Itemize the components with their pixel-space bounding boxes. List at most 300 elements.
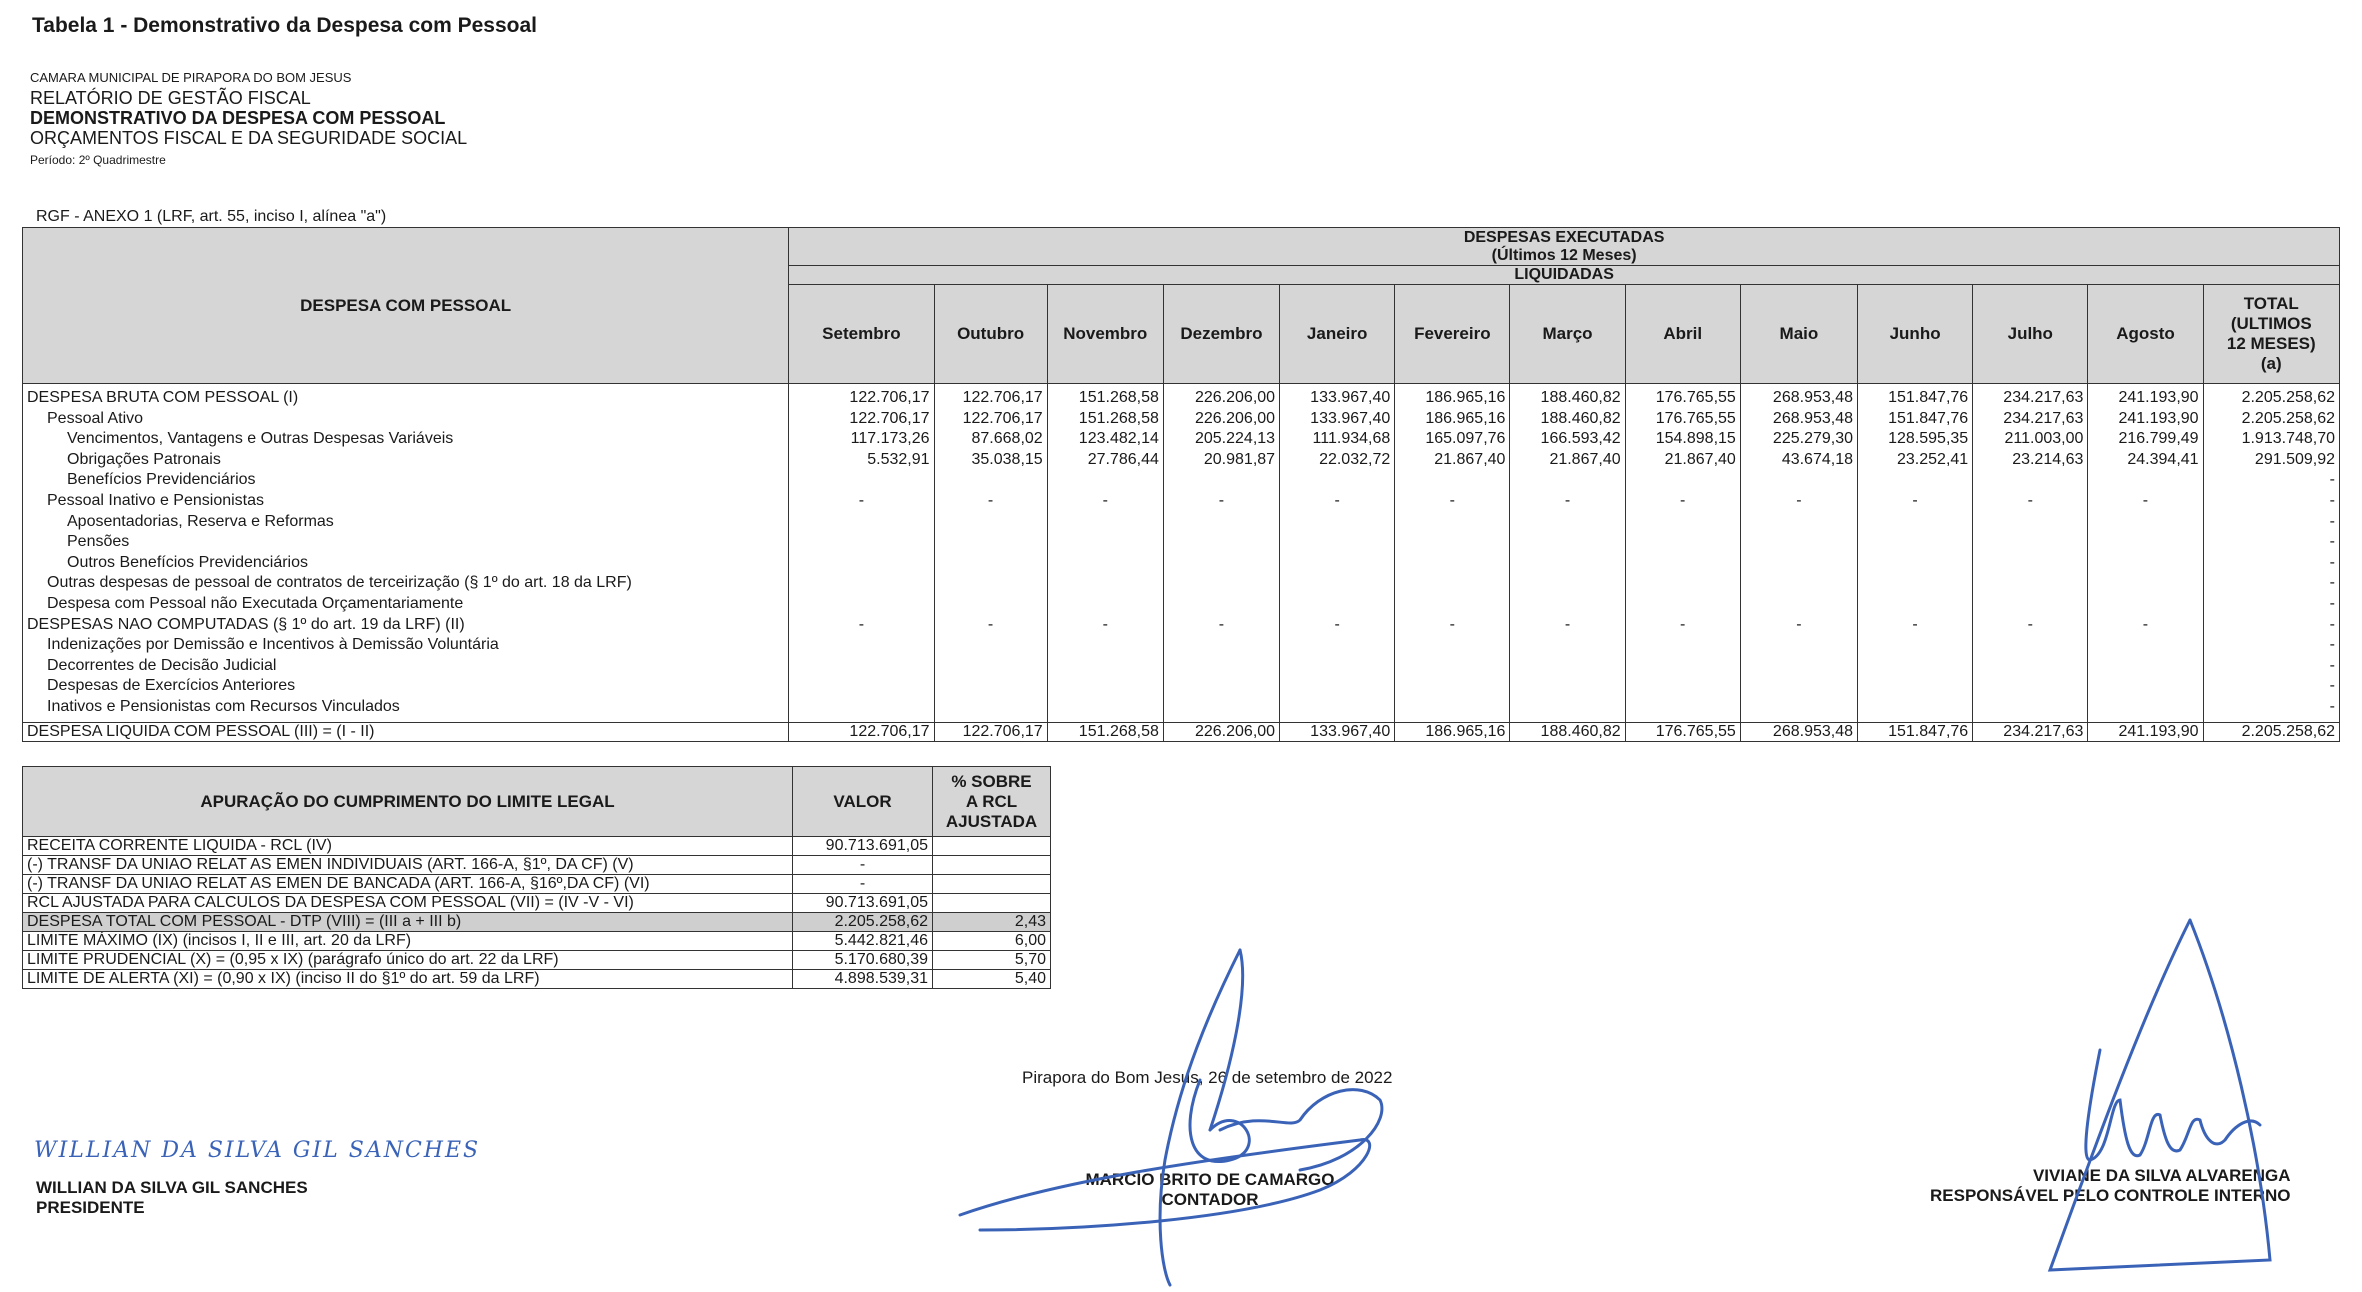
limit-pct [933,875,1051,894]
cell-value [793,573,929,594]
limit-row [23,894,1051,913]
cell-value [1168,594,1275,615]
cell-value: 133.967,40 [1310,389,1391,406]
expense-table-body [23,384,2340,742]
month-values-cell [1280,384,1395,723]
cell-value [1399,512,1505,533]
month-values-cell [2088,384,2203,723]
limit-value: 4.898.539,31 [793,970,933,989]
cell-value: 188.460,82 [1540,409,1621,427]
limit-label: LIMITE PRUDENCIAL (X) = (0,95 x IX) (parágrafo único do art. 22 da LRF) [23,951,793,970]
cell-total: - [2329,574,2335,592]
cell-value [939,532,1043,553]
total-row-value: 133.967,40 [1280,722,1395,741]
limit-value: 90.713.691,05 [793,894,933,913]
cell-value [1745,656,1853,677]
cell-value [1168,512,1275,533]
cell-value [1052,573,1159,594]
cell-value [1399,635,1505,656]
cell-value [939,676,1043,697]
cell-value [1977,676,2083,697]
month-header: Abril [1625,285,1740,384]
limit-row [23,875,1051,894]
cell-value [1399,553,1505,574]
cell-value [939,553,1043,574]
limit-label: (-) TRANSF DA UNIAO RELAT AS EMEN DE BANCADA (ART. 166-A, §16º,DA CF) (VI) [23,875,793,894]
cell-value [1399,656,1505,677]
row-label: Inativos e Pensionistas com Recursos Vinculados [47,697,400,715]
limit-value: - [793,856,933,875]
cell-value: 24.394,41 [2127,450,2199,468]
cell-value: 226.206,00 [1194,389,1276,406]
limit-col-value: VALOR [793,767,933,837]
cell-value: 122.706,17 [849,409,930,427]
cell-value [939,635,1043,656]
limit-row [23,856,1051,875]
cell-total: - [2329,697,2335,715]
cell-value [793,697,929,718]
cell-value [1630,676,1736,697]
total-row-value: 186.965,16 [1395,722,1510,741]
table-row [23,384,2340,723]
row-label: DESPESA BRUTA COM PESSOAL (I) [27,389,299,406]
cell-value [793,470,929,491]
month-values-cell [1163,384,1279,723]
month-values-cell [934,384,1047,723]
cell-value: - [987,615,994,633]
cell-value [1514,635,1620,656]
cell-value [1630,512,1736,533]
signer-role: CONTADOR [1161,1190,1259,1209]
total-header: TOTAL (ULTIMOS 12 MESES) (a) [2203,285,2339,384]
limit-pct: 2,43 [933,913,1051,932]
cell-value [1052,594,1159,615]
month-header: Dezembro [1163,285,1279,384]
cell-value [1977,573,2083,594]
signer-role: PRESIDENTE [36,1198,145,1217]
limit-label: LIMITE MÁXIMO (IX) (incisos I, II e III, art. 20 da LRF) [23,932,793,951]
cell-value [1977,553,2083,574]
cell-total: 2.205.258,62 [2241,389,2335,406]
cell-value [793,656,929,677]
cell-value [1052,676,1159,697]
cell-value [1284,573,1390,594]
cell-value: - [1796,615,1802,633]
cell-value: 21.867,40 [1664,450,1736,468]
cell-value [1284,697,1390,718]
cell-value [1284,532,1390,553]
cell-value [939,594,1043,615]
cell-total: - [2329,491,2335,509]
row-label: Pessoal Inativo e Pensionistas [47,491,265,509]
month-header: Outubro [934,285,1047,384]
cell-value [1514,676,1620,697]
cell-value [1168,697,1275,718]
limit-label: DESPESA TOTAL COM PESSOAL - DTP (VIII) = (III a + III b) [23,913,793,932]
cell-value: - [1218,491,1225,509]
cell-value: - [1334,491,1340,509]
cell-value [1399,532,1505,553]
cell-value [2092,573,2198,594]
budget-scope: ORÇAMENTOS FISCAL E DA SEGURIDADE SOCIAL [30,128,468,148]
document-title: Tabela 1 - Demonstrativo da Despesa com Pessoal [32,14,537,37]
cell-value [1284,676,1390,697]
row-label: Despesa com Pessoal não Executada Orçamentariamente [47,594,464,612]
cell-value: 87.668,02 [971,430,1043,448]
cell-value [2092,594,2198,615]
cell-value: - [1102,491,1108,509]
cell-value [1284,635,1390,656]
cell-value: 151.268,58 [1078,389,1159,406]
cell-value [793,553,929,574]
cell-value [1284,470,1390,491]
cell-value [1514,656,1620,677]
cell-value: - [1449,615,1455,633]
cell-value [1514,594,1620,615]
cell-total: - [2329,471,2335,489]
row-label: DESPESAS NAO COMPUTADAS (§ 1º do art. 19 da LRF) (II) [27,615,465,633]
cell-value [1399,676,1505,697]
limit-pct [933,856,1051,875]
limit-label: (-) TRANSF DA UNIAO RELAT AS EMEN INDIVIDUAIS (ART. 166-A, §1º, DA CF) (V) [23,856,793,875]
limit-value: 5.442.821,46 [793,932,933,951]
cell-value [1168,553,1275,574]
cell-value [1168,573,1275,594]
cell-value: 117.173,26 [850,430,930,448]
cell-value [1862,697,1968,718]
cell-value [1168,470,1275,491]
cell-value: 154.898,15 [1655,430,1736,448]
limit-pct [933,894,1051,913]
cell-value [1284,656,1390,677]
cell-value: 133.967,40 [1310,409,1391,427]
cell-value [1977,512,2083,533]
cell-value: - [987,491,994,509]
total-row-value: 188.460,82 [1510,722,1625,741]
signer-willian [36,1178,308,1218]
total-row [23,722,2340,741]
cell-value [2092,697,2198,718]
cell-value [1399,594,1505,615]
total-row-value: 151.847,76 [1858,722,1973,741]
cell-value [1052,656,1159,677]
cell-value: 122.706,17 [962,389,1043,406]
cell-value [1862,594,1968,615]
expense-table [22,227,2340,742]
cell-value [1284,512,1390,533]
group-title: DESPESAS EXECUTADAS [1463,228,1665,246]
cell-value [1862,532,1968,553]
row-label: Vencimentos, Vantagens e Outras Despesas Variáveis [67,430,454,448]
cell-value: 165.097,76 [1425,430,1506,448]
cell-value [1862,635,1968,656]
month-header: Fevereiro [1395,285,1510,384]
cell-value: 216.799,49 [2118,430,2199,448]
limit-value: 5.170.680,39 [793,951,933,970]
limit-pct: 6,00 [933,932,1051,951]
row-label: Outras despesas de pessoal de contratos de terceirização (§ 1º do art. 18 da LRF) [47,574,632,592]
month-header: Janeiro [1280,285,1395,384]
cell-value: 186.965,16 [1425,409,1506,427]
cell-value [1052,532,1159,553]
cell-total: 291.509,92 [2254,450,2335,468]
cell-total: - [2329,615,2335,633]
cell-value [1630,553,1736,574]
limit-row [23,951,1051,970]
cell-value: 111.934,68 [1312,430,1391,448]
cell-value [1745,635,1853,656]
cell-value [1514,512,1620,533]
cell-value: 186.965,16 [1425,389,1506,406]
cell-value [1284,553,1390,574]
limit-row [23,932,1051,951]
cell-value: - [1680,615,1686,633]
cell-value [2092,676,2198,697]
month-header: Novembro [1047,285,1163,384]
cell-value: - [1912,491,1918,509]
cell-value [939,470,1043,491]
month-header: Março [1510,285,1625,384]
limit-value: 2.205.258,62 [793,913,933,932]
total-row-value: 241.193,90 [2088,722,2203,741]
cell-value [939,656,1043,677]
row-label: Aposentadorias, Reserva e Reformas [67,512,334,530]
limit-row [23,837,1051,856]
limit-row [23,970,1051,989]
cell-value [793,676,929,697]
cell-value: - [858,615,865,633]
cell-value [1630,573,1736,594]
liquidadas-header: LIQUIDADAS [789,266,2340,285]
cell-value: 21.867,40 [1434,450,1506,468]
cell-value: 241.193,90 [2118,409,2199,427]
cell-value [1399,697,1505,718]
signer-name: WILLIAN DA SILVA GIL SANCHES [36,1178,308,1197]
cell-total: 2.205.258,62 [2241,409,2335,427]
cell-value [1745,697,1853,718]
row-label: Obrigações Patronais [67,450,221,468]
cell-value [1514,697,1620,718]
cell-value: 23.252,41 [1897,450,1969,468]
handwritten-name: WILLIAN DA SILVA GIL SANCHES [34,1138,481,1163]
cell-value: - [1564,615,1571,633]
annex-reference: RGF - ANEXO 1 (LRF, art. 55, inciso I, alínea "a") [36,208,387,225]
cell-value: 23.214,63 [2012,450,2084,468]
cell-value: - [1449,491,1455,509]
total-row-value: 122.706,17 [789,722,934,741]
cell-value [1862,573,1968,594]
cell-value [1514,532,1620,553]
cell-value [1052,635,1159,656]
cell-value [1630,470,1736,491]
cell-value [1052,553,1159,574]
cell-value [1862,656,1968,677]
row-label: Pessoal Ativo [47,409,144,427]
cell-value: - [2027,491,2033,509]
cell-value: 22.032,72 [1319,450,1391,468]
cell-value: 225.279,30 [1772,430,1853,448]
cell-total: - [2329,533,2335,551]
cell-value: 27.786,44 [1087,450,1159,468]
cell-value [939,697,1043,718]
cell-value: 128.595,35 [1888,430,1969,448]
cell-value [1514,553,1620,574]
cell-value [1168,656,1275,677]
signer-name: VIVIANE DA SILVA ALVARENGA [2032,1166,2291,1185]
limit-pct [933,837,1051,856]
cell-value [939,512,1043,533]
signer-role: RESPONSÁVEL PELO CONTROLE INTERNO [1930,1186,2291,1205]
limit-label: RCL AJUSTADA PARA CALCULOS DA DESPESA COM PESSOAL (VII) = (IV -V - VI) [23,894,793,913]
cell-value: - [1218,615,1225,633]
limit-label: RECEITA CORRENTE LIQUIDA - RCL (IV) [23,837,793,856]
cell-value [793,635,929,656]
row-label: Pensões [67,533,130,551]
cell-value [2092,656,2198,677]
cell-value: 166.593,42 [1540,430,1621,448]
cell-value [1399,470,1505,491]
cell-value: 268.953,48 [1772,389,1853,406]
row-label: Despesas de Exercícios Anteriores [47,677,296,695]
cell-value: 151.268,58 [1078,409,1159,427]
row-labels-cell [23,384,789,723]
cell-value [1862,553,1968,574]
cell-value [1745,594,1853,615]
cell-value [2092,553,2198,574]
signature-marcio [940,930,1400,1290]
limit-pct: 5,70 [933,951,1051,970]
limit-col-label: APURAÇÃO DO CUMPRIMENTO DO LIMITE LEGAL [23,767,793,837]
cell-value [793,512,929,533]
cell-value [1514,470,1620,491]
statement-name: DEMONSTRATIVO DA DESPESA COM PESSOAL [30,108,446,128]
cell-value [793,532,929,553]
cell-value [1168,635,1275,656]
cell-value [1052,470,1159,491]
cell-value [1977,470,2083,491]
cell-value: 176.765,55 [1655,409,1736,427]
row-label: Indenizações por Demissão e Incentivos à Demissão Voluntária [47,636,499,654]
cell-value [1052,512,1159,533]
cell-value [1514,573,1620,594]
cell-total: - [2329,512,2335,530]
cell-value: - [1796,491,1802,509]
group-header [789,228,2340,266]
row-label: Decorrentes de Decisão Judicial [47,656,277,674]
cell-value [1977,656,2083,677]
limit-col-pct: % SOBRE A RCL AJUSTADA [933,767,1051,837]
cell-value: 234.217,63 [2003,389,2084,406]
cell-value: 226.206,00 [1194,409,1276,427]
cell-value [1862,512,1968,533]
cell-value [1168,532,1275,553]
entity-name: CAMARA MUNICIPAL DE PIRAPORA DO BOM JESUS [30,70,352,85]
col-header-expense: DESPESA COM PESSOAL [23,228,789,384]
cell-value [1630,697,1736,718]
month-header: Julho [1973,285,2088,384]
limit-value: 90.713.691,05 [793,837,933,856]
cell-value: - [2142,491,2149,509]
signer-name: MARCIO BRITO DE CAMARGO [1085,1170,1335,1189]
month-values-cell [1395,384,1510,723]
cell-value [1862,676,1968,697]
month-header: Setembro [789,285,934,384]
cell-value [2092,470,2198,491]
cell-value [1630,532,1736,553]
cell-value [1399,573,1505,594]
cell-value [793,594,929,615]
cell-total: - [2329,553,2335,571]
cell-value: - [2142,615,2149,633]
cell-value [1862,470,1968,491]
cell-value [1630,656,1736,677]
limit-row [23,913,1051,932]
month-header: Agosto [2088,285,2203,384]
month-values-cell [1740,384,1857,723]
total-row-total: 2.205.258,62 [2203,722,2339,741]
month-values-cell [1858,384,1973,723]
cell-value [1168,676,1275,697]
total-row-value: 268.953,48 [1740,722,1857,741]
total-values-cell [2203,384,2339,723]
cell-value [1745,512,1853,533]
cell-value: 35.038,15 [971,450,1043,468]
period: Período: 2º Quadrimestre [30,153,166,167]
row-label: Outros Benefícios Previdenciários [67,553,308,571]
cell-value: 268.953,48 [1772,409,1853,427]
cell-value: 43.674,18 [1781,450,1853,468]
cell-total: 1.913.748,70 [2241,430,2335,448]
month-values-cell [1047,384,1163,723]
cell-value [1630,635,1736,656]
month-header: Maio [1740,285,1857,384]
cell-value: 123.482,14 [1078,430,1159,448]
month-values-cell [1625,384,1740,723]
cell-value: - [1102,615,1108,633]
cell-value [2092,635,2198,656]
limit-table-body [23,837,1051,989]
limit-label: LIMITE DE ALERTA (XI) = (0,90 x IX) (inciso II do §1º do art. 59 da LRF) [23,970,793,989]
cell-value [1977,594,2083,615]
cell-value: 122.706,17 [849,389,930,406]
cell-value [1052,697,1159,718]
total-row-label: DESPESA LIQUIDA COM PESSOAL (III) = (I - II) [23,722,789,741]
cell-total: - [2329,656,2335,674]
cell-value: 5.532,91 [867,450,930,468]
cell-value [1745,553,1853,574]
cell-total: - [2329,594,2335,612]
total-row-value: 122.706,17 [934,722,1047,741]
report-name: RELATÓRIO DE GESTÃO FISCAL [30,88,311,108]
cell-total: - [2329,636,2335,654]
cell-total: - [2329,677,2335,695]
cell-value: - [1680,491,1686,509]
month-header: Junho [1858,285,1973,384]
total-row-value: 176.765,55 [1625,722,1740,741]
cell-value: 21.867,40 [1549,450,1621,468]
cell-value: 241.193,90 [2118,389,2199,406]
cell-value [1745,573,1853,594]
cell-value: 205.224,13 [1194,430,1276,448]
row-label: Benefícios Previdenciários [67,471,256,489]
month-values-cell [789,384,934,723]
report-header [30,68,467,170]
cell-value [2092,532,2198,553]
cell-value: 188.460,82 [1540,389,1621,406]
group-subtitle: (Últimos 12 Meses) [1491,246,1637,264]
total-row-value: 226.206,00 [1163,722,1279,741]
cell-value [1977,697,2083,718]
